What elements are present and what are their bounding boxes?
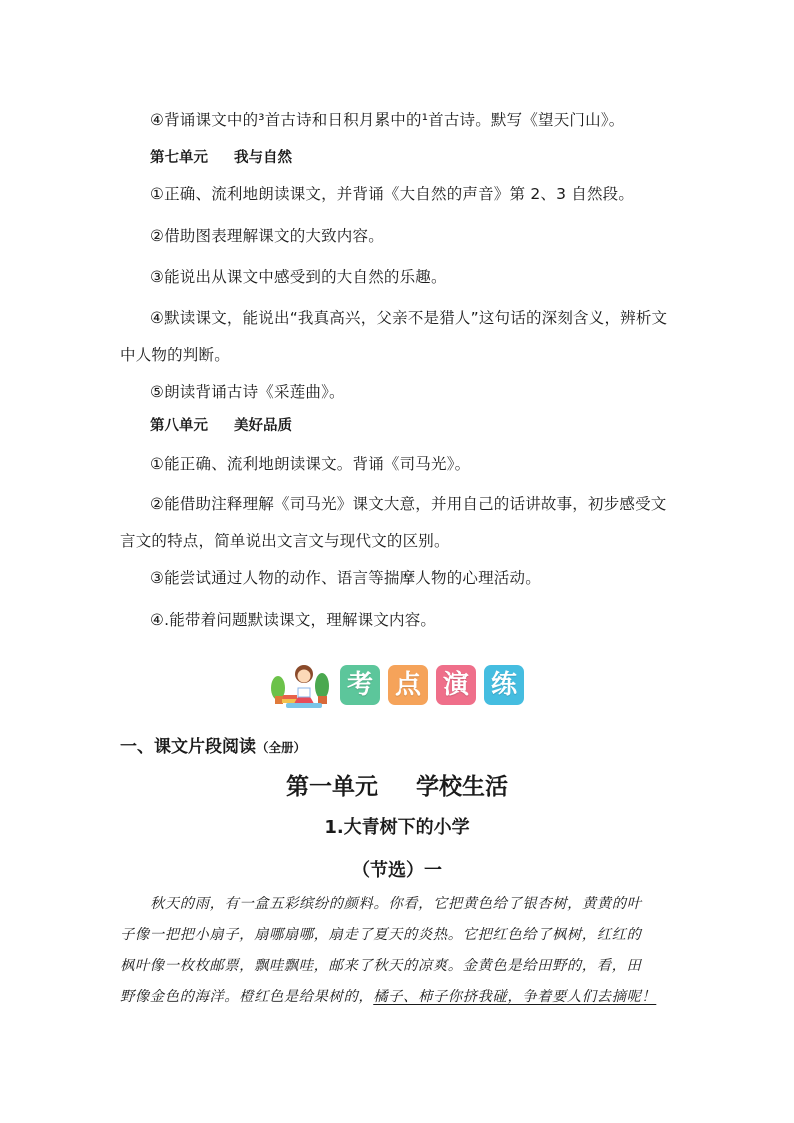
unit8-item-2-line-1: ②能借助注释理解《司马光》课文大意，并用自己的话讲故事，初步感受文	[150, 495, 667, 513]
section-heading	[120, 732, 306, 757]
passage-line-2: 子像一把把小扇子，扇哪扇哪，扇走了夏天的炎热。它把红色给了枫树，红红的	[120, 927, 642, 943]
unit7-item-2: ②借助图表理解课文的大致内容。	[150, 227, 384, 245]
lesson-excerpt-label: （节选）一	[352, 860, 442, 881]
unit7-heading-unit: 第七单元	[150, 149, 208, 166]
passage-line-4-underlined: 橘子、柿子你挤我碰，争着要人们去摘呢！	[373, 989, 657, 1005]
banner-tile-yan: 演	[436, 665, 476, 705]
banner-tile-dian: 点	[388, 665, 428, 705]
unit7-heading-theme: 我与自然	[234, 149, 292, 166]
unit8-heading	[150, 414, 292, 435]
reading-girl-illustration	[268, 658, 332, 710]
section-heading-title: 一、课文片段阅读	[120, 737, 256, 757]
lesson-name: .大青树下的小学	[336, 817, 470, 838]
unit1-title-theme: 学校生活	[416, 774, 508, 800]
unit7-heading	[150, 146, 292, 167]
lesson-title	[0, 813, 794, 839]
passage-line-4	[120, 986, 676, 1006]
banner-tile-lian: 练	[484, 665, 524, 705]
section-heading-note: （全册）	[256, 740, 307, 755]
unit8-heading-unit: 第八单元	[150, 417, 208, 434]
passage-line-3: 枫叶像一枚枚邮票，飘哇飘哇，邮来了秋天的凉爽。金黄色是给田野的，看，田	[120, 958, 642, 974]
unit7-item-1: ①正确、流利地朗读课文，并背诵《大自然的声音》第 2、3 自然段。	[150, 185, 635, 203]
unit8-item-3: ③能尝试通过人物的动作、语言等揣摩人物的心理活动。	[150, 569, 541, 587]
unit7-item-3: ③能说出从课文中感受到的大自然的乐趣。	[150, 268, 447, 286]
unit7-item-4-line-2: 中人物的判断。	[120, 346, 230, 364]
passage-line-4-plain: 野像金色的海洋。橙红色是给果树的，	[120, 989, 374, 1005]
practice-banner	[268, 658, 528, 710]
unit1-title	[0, 768, 794, 801]
unit6-item-4: ④背诵课文中的³首古诗和日积月累中的¹首古诗。默写《望天门山》。	[150, 111, 625, 129]
unit8-item-1: ①能正确、流利地朗读课文。背诵《司马光》。	[150, 455, 471, 473]
unit8-item-2-line-2: 言文的特点，简单说出文言文与现代文的区别。	[120, 532, 450, 550]
banner-tile-kao: 考	[340, 665, 380, 705]
unit7-item-4-line-1: ④默读课文，能说出“我真高兴，父亲不是猎人”这句话的深刻含义，辨析文	[150, 309, 668, 327]
unit8-heading-theme: 美好品质	[234, 417, 292, 434]
unit8-item-4: ④.能带着问题默读课文，理解课文内容。	[150, 611, 437, 629]
unit1-title-unit: 第一单元	[286, 774, 378, 800]
passage-line-1: 秋天的雨，有一盒五彩缤纷的颜料。你看，它把黄色给了银杏树，黄黄的叶	[150, 896, 642, 912]
lesson-number: 1	[324, 817, 337, 838]
unit7-item-5: ⑤朗读背诵古诗《采莲曲》。	[150, 383, 345, 401]
